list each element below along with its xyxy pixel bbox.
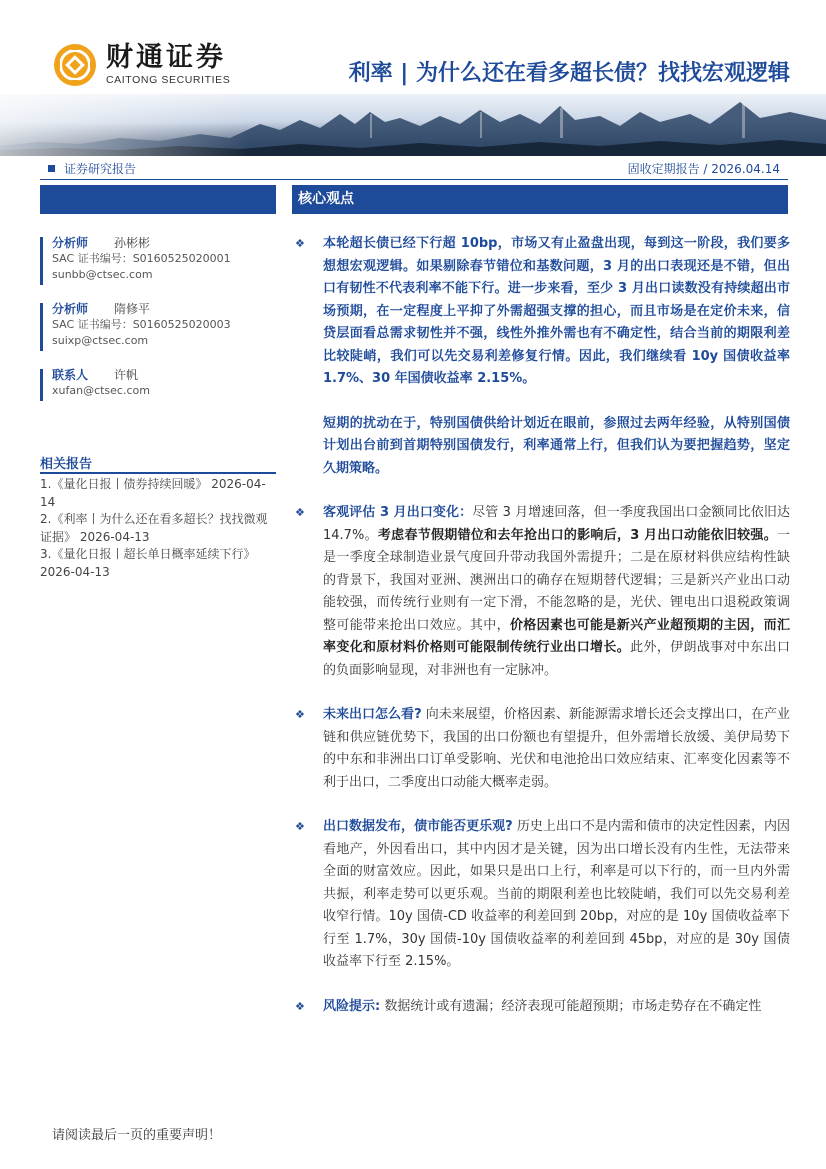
core-point <box>292 816 790 974</box>
report-title: 利率 | 为什么还在看多超长债？找找宏观逻辑 <box>348 61 790 86</box>
core-views-heading: 核心观点 <box>292 185 788 214</box>
point-title: 客观评估 3 月出口变化： <box>323 505 473 520</box>
analyst-certificate: SAC 证书编号：S0160525020001 <box>52 252 231 265</box>
diamond-bullet-icon: ❖ <box>295 999 305 1013</box>
diamond-bullet-icon: ❖ <box>295 506 305 519</box>
analyst-name: 隋修平 <box>114 302 151 316</box>
company-logo <box>52 38 252 92</box>
contact-name: 许帆 <box>114 368 139 382</box>
point-short-term-risk: 短期的扰动在于，特别国债供给计划近在眼前，参照过去两年经验，从特别国债计划出台前到首期特别国债发行，利率通常上行，但我们认为要把握趋势，坚定久期策略。 <box>323 415 790 476</box>
point-title: 出口数据发布，债市能否更乐观? <box>323 819 513 834</box>
analyst-email[interactable]: suixp@ctsec.com <box>52 334 149 347</box>
point-title: 未来出口怎么看? <box>323 707 422 722</box>
related-report-item[interactable]: 2.《利率丨为什么还在看多超长？找找微观证据》 2026-04-13 <box>40 512 268 544</box>
point-text: 尽管 3 月增速回落，但一季度我国出口金额同比依旧达 14.7%。 <box>323 505 790 543</box>
related-report-item[interactable]: 1.《量化日报丨债券持续回暖》 2026-04-14 <box>40 477 266 509</box>
square-bullet-icon <box>48 165 55 172</box>
header-banner-image <box>0 94 826 156</box>
contact-role: 联系人 <box>52 368 89 382</box>
analyst-block <box>40 235 276 283</box>
diamond-bullet-icon: ❖ <box>295 820 305 833</box>
analyst-block <box>40 301 276 349</box>
core-point <box>292 233 790 391</box>
contact-block <box>40 367 276 399</box>
analyst-name: 孙彬彬 <box>114 236 151 250</box>
point-text: 一是一季度全球制造业景气度回升带动我国外需提升；二是在原材料供应结构性缺的背景下，我国对亚洲、澳洲出口的确存在短期替代逻辑；三是新兴产业出口动能较强，而传统行业则有一定下滑，不能忽略的是，光伏、锂电出口退税政策调整可能带来抢出口效应。其中， <box>323 527 790 633</box>
related-reports-title: 相关报告 <box>40 457 93 472</box>
analyst-certificate: SAC 证书编号：S0160525020003 <box>52 318 231 331</box>
report-type-date: 固收定期报告 / 2026.04.14 <box>627 162 780 176</box>
point-text: 数据统计或有遗漏；经济表现可能超预期；市场走势存在不确定性 <box>380 998 762 1014</box>
point-text: 历史上出口不是内需和债市的决定性因素，内因看地产，外因看出口，其中内因才是关键，因为出口增长没有内生性，无法带来全面的财富效应。因此，如果只是出口上行，利率是可以下行的，而一旦内外需共振，利率走势可以更乐观。当前的期限利差也比较陡峭，我们可以先交易利差收窄行情。10y 国债-CD 收益率的利差回到 20bp，对应的是 10y 国债收益率下行至 1.7%，30y 国债-10y 国债收益率的利差回到 45bp，对应的是 30y 国债收益率下行至 2.15%。 <box>323 819 790 969</box>
point-summary: 本轮超长债已经下行超 10bp，市场又有止盈盘出现，每到这一阶段，我们要多想想宏观逻辑。如果剔除春节错位和基数问题，3 月的出口表现还是不错，但出口有韧性不代表利率不能下行。进一步来看，至少 3 月出口读数没有持续超出市场预期，在一定程度上平抑了外需超强支撑的担心，而且市场是在定价未来，信贷层面看总需求韧性并不强，线性外推外需也有不确定性，结合当前的期限利差比较陡峭，我们可以先交易利差修复行情。因此，我们继续看 10y 国债收益率 1.7%、30 年国债收益率 2.15%。 <box>323 236 790 386</box>
analyst-role: 分析师 <box>52 302 89 316</box>
point-emphasis: 考虑春节假期错位和去年抢出口的影响后，3 月出口动能依旧较强。 <box>377 527 777 543</box>
point-emphasis: 价格因素也可能是新兴产业超预期的主因，而汇率变化和原材料价格则可能限制传统行业出口增长。 <box>323 617 790 655</box>
analyst-role: 分析师 <box>52 236 89 250</box>
disclaimer-notice: 请阅读最后一页的重要声明！ <box>52 1128 222 1143</box>
point-title: 风险提示: <box>323 998 381 1014</box>
analyst-email[interactable]: sunbb@ctsec.com <box>52 268 153 281</box>
related-reports-divider <box>40 472 276 474</box>
report-category: 证券研究报告 <box>64 162 137 176</box>
core-point-continued <box>292 413 790 481</box>
logo-chinese-name: 财通证券 <box>106 42 226 73</box>
subheader-divider <box>40 179 788 180</box>
diamond-bullet-icon: ❖ <box>295 237 305 250</box>
caitong-logo-icon <box>52 42 98 88</box>
subheader <box>0 160 826 180</box>
logo-english-name: CAITONG SECURITIES <box>106 74 231 86</box>
diamond-bullet-icon: ❖ <box>295 708 305 721</box>
core-point <box>292 502 790 682</box>
related-reports-list <box>40 476 276 581</box>
related-report-item[interactable]: 3.《量化日报丨超长单日概率延续下行》 2026-04-13 <box>40 547 256 579</box>
contact-email[interactable]: xufan@ctsec.com <box>52 384 150 397</box>
point-text: 向未来展望，价格因素、新能源需求增长还会支撑出口，在产业链和供应链优势下，我国的出口份额也有望提升，但外需增长放缓、美伊局势下的中东和非洲出口订单受影响、光伏和电池抢出口效应结束、汇率变化因素等不利于出口，二季度出口动能大概率走弱。 <box>323 707 790 790</box>
core-views-list <box>292 233 790 1018</box>
left-column-header-bar <box>40 185 276 214</box>
core-point <box>292 996 790 1019</box>
core-point <box>292 704 790 794</box>
point-text: 此外，伊朗战事对中东出口的负面影响显现，对非洲也有一定脉冲。 <box>323 640 790 678</box>
